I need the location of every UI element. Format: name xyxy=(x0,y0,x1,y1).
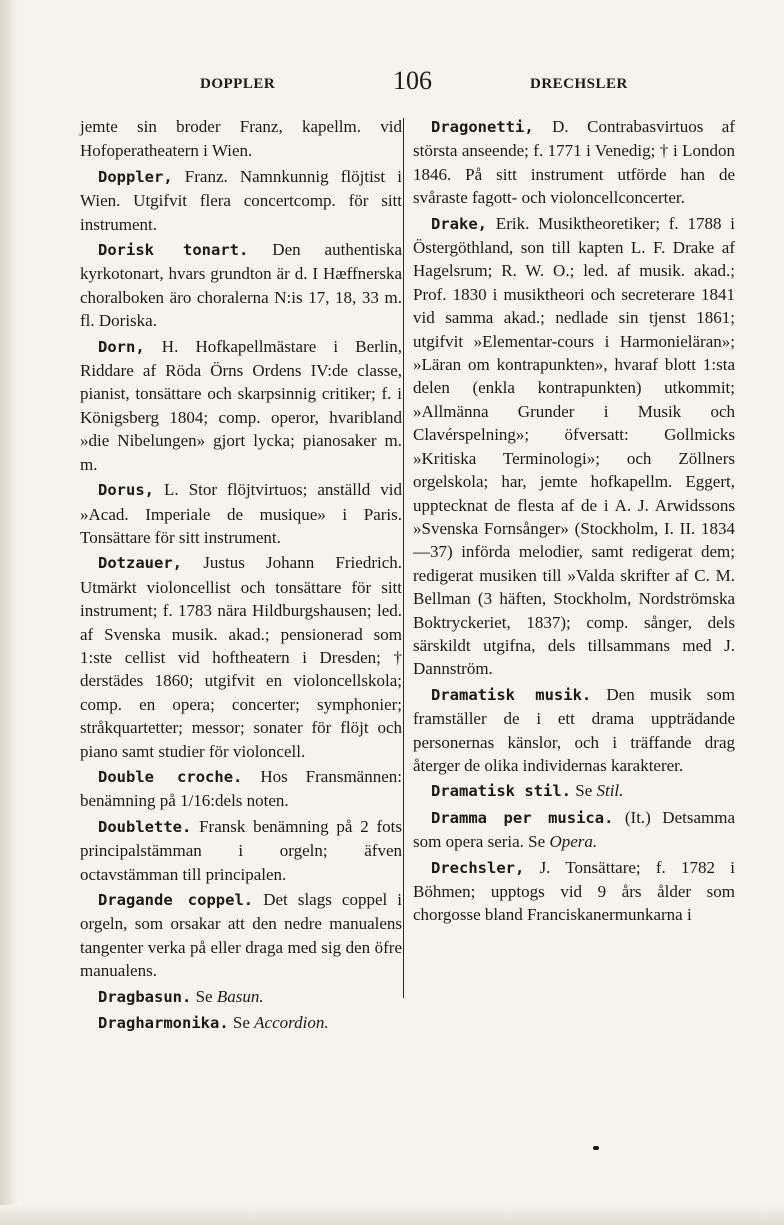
entry-headword: Dragonetti, xyxy=(431,118,534,136)
dictionary-entry: Dramma per musica. (It.) Detsamma som opera seria. Se Opera. xyxy=(413,807,735,852)
printer-mark xyxy=(593,1146,599,1150)
entry-headword: Doppler, xyxy=(98,167,173,186)
running-header xyxy=(0,66,784,106)
entry-headword: Dramatisk stil. xyxy=(431,782,571,801)
column-divider xyxy=(403,118,404,998)
header-left-word: DOPPLER xyxy=(200,76,276,92)
dictionary-entry: Dragande coppel. Det slags coppel i orgeln, som orsakar att den nedre manualens tangenter verka på eller draga med sig den öfre manualens. xyxy=(80,890,402,981)
entry-headword: Dorus, xyxy=(98,481,154,500)
right-column xyxy=(413,115,735,929)
dictionary-entry: Dramatisk stil. Se Stil. xyxy=(431,781,624,801)
dictionary-entry: Dragbasun. Se Basun. xyxy=(98,986,264,1006)
dictionary-entry: Dorisk tonart. Den authentiska kyrkotonart, hvars grundton är d. I Hæffnerska choralboken äro choralerna N:is 17, 18, 33 m. fl. Doriska. xyxy=(80,240,402,331)
dictionary-entry: Dragonetti, D. Contrabasvirtuos af största anseende; f. 1771 i Venedig; † i London 1846. På sitt instrument utförde han de svåraste fagott- och violoncellconcerter. xyxy=(413,117,735,208)
entry-headword: Dramma per musica. xyxy=(431,808,614,827)
entry-headword: Drake, xyxy=(431,214,487,233)
page-edge xyxy=(0,0,18,1225)
dictionary-entry: Dragharmonika. Se Accordion. xyxy=(98,1013,329,1033)
left-column xyxy=(80,115,402,1037)
entry-headword: Dragbasun. xyxy=(98,987,192,1006)
dictionary-entry: Double croche. Hos Fransmännen: benämning på 1/16:dels noten. xyxy=(80,766,402,811)
page-bottom-shadow xyxy=(0,1205,784,1225)
dictionary-entry: Dotzauer, Justus Johann Friedrich. Utmärkt violoncellist och tonsättare för sitt instrument; f. 1783 nära Hildburgshausen; led. af Svenska musik. akad.; pensionerad som 1:ste cellist vid hoftheatern i Dresden; † derstädes 1860; utgifvit en violoncellskola; comp. en opera; concerter; symphonier; stråkquartetter; messor; sonater för flöjt och piano samt studier för violoncell. xyxy=(80,553,402,761)
entry-headword: Doublette. xyxy=(98,817,192,836)
page-number: 106 xyxy=(393,66,432,95)
dictionary-entry: Dorn, H. Hofkapellmästare i Berlin, Riddare af Röda Örns Ordens IV:de classe, pianist, tonsättare och skarpsinnig critiker; f. i Königsberg 1804; comp. operor, hvaribland »die Nibelungen» gjort lycka; pianosaker m. m. xyxy=(80,336,402,474)
entry-headword: Dorisk tonart. xyxy=(98,241,249,260)
entry-headword: Dragharmonika. xyxy=(98,1014,229,1033)
header-right-word: DRECHSLER xyxy=(530,76,628,92)
dictionary-entry: Dramatisk musik. Den musik som framställer de i ett drama uppträdande personernas känslor, och i träffande drag återger de olika individernas karakterer. xyxy=(413,684,735,775)
dictionary-entry: Doublette. Fransk benämning på 2 fots principalstämman i orgeln; äfven octavstämman till principalen. xyxy=(80,816,402,884)
dictionary-entry: Drake, Erik. Musiktheoretiker; f. 1788 i Östergöthland, son till kapten L. F. Drake af Hagelsrum; R. W. O.; led. af musik. akad.; Prof. 1830 i musiktheori och secreterare 1841 vid samma akad.; nedlade sin tjenst 1861; utgifvit »Elementar-cours i Harmonieläran»; »Läran om kontrapunkten», hvaraf blott 1:sta delen (enkla kontrapunkten) utkommit; »Allmänna Grunder i Musik och Clavérspelning»; öfversatt: Gollmicks »Kritiska Terminologi»; och Zöllners orgelskola; har, jemte hofkapellm. Eggert, upptecknat de flesta af de i A. J. Arwidssons »Svenska Fornsånger» (Stockholm, I. II. 1834—37) införda melodier, samt redigerat dem; redigerat musiken till »Valda skrifter af C. M. Bellman (3 häften, Stockholm, Nordströmska Boktryckeriet, 1837); comp. sånger, dels särskildt utgifna, dels tillsammans med J. Dannström. xyxy=(413,213,735,679)
dictionary-entry: Dorus, L. Stor flöjtvirtuos; anställd vid »Acad. Imperiale de musique» i Paris. Tonsättare för sitt instrument. xyxy=(80,480,402,547)
dictionary-entry: jemte sin broder Franz, kapellm. vid Hofoperatheatern i Wien. xyxy=(80,117,402,161)
entry-headword: Dragande coppel. xyxy=(98,891,254,909)
dictionary-entry: Doppler, Franz. Namnkunnig flöjtist i Wien. Utgifvit flera concertcomp. för sitt instrument. xyxy=(80,166,402,234)
entry-headword: Dotzauer, xyxy=(98,554,182,573)
entry-headword: Double croche. xyxy=(98,767,243,786)
entry-headword: Dorn, xyxy=(98,337,145,356)
entry-headword: Dramatisk musik. xyxy=(431,685,592,704)
entry-headword: Drechsler, xyxy=(431,858,525,877)
dictionary-entry: Drechsler, J. Tonsättare; f. 1782 i Böhmen; upptogs vid 9 års ålder som chorgosse bland Franciskanermunkarna i xyxy=(413,857,735,925)
